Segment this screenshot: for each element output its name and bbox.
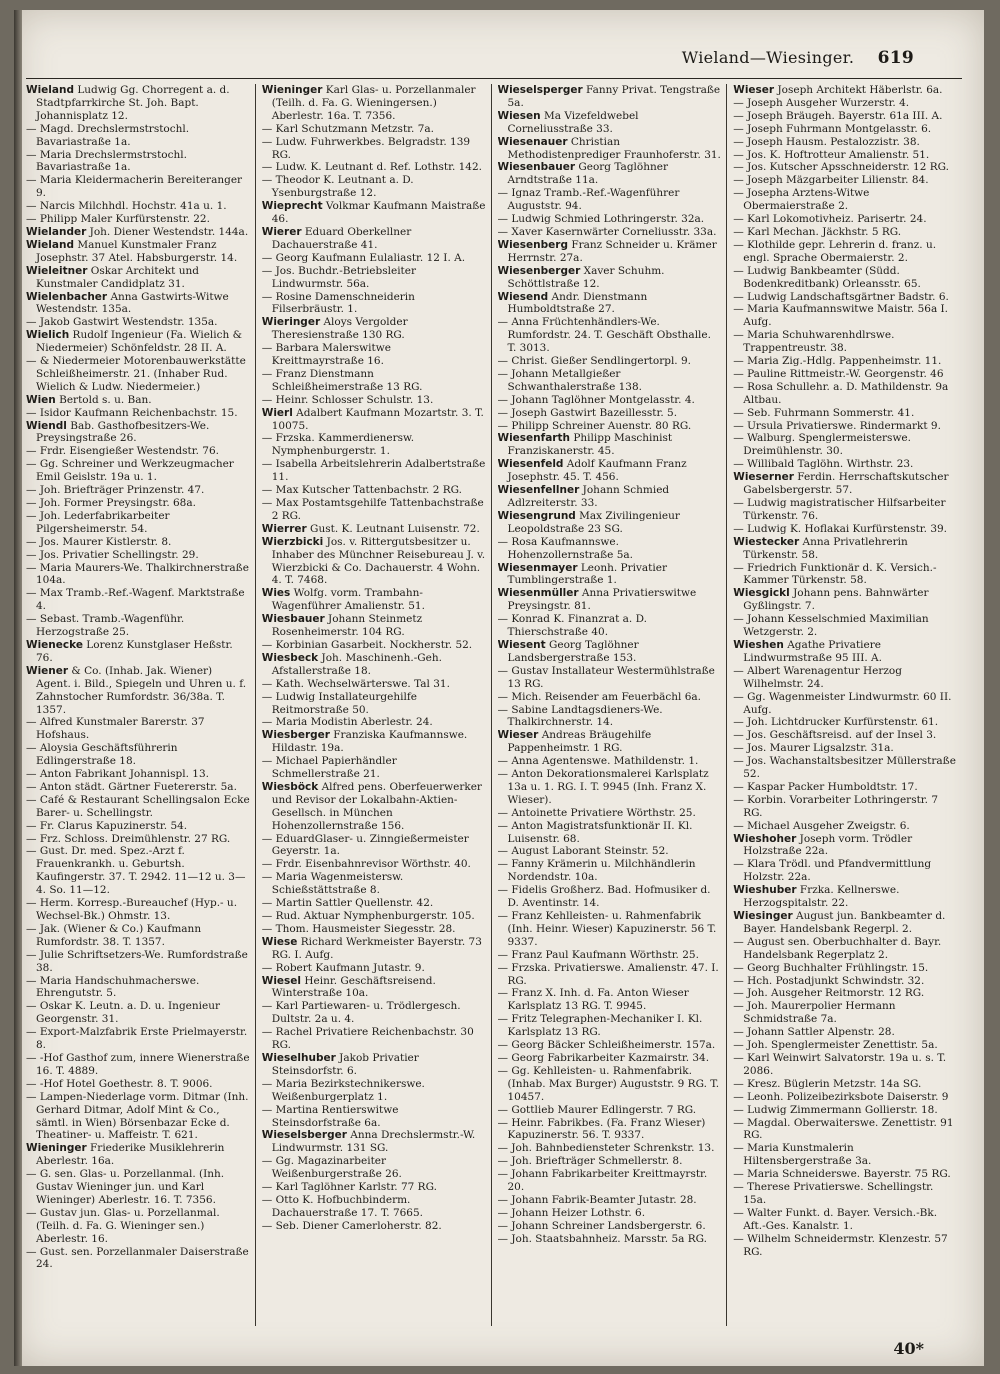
directory-entry: — Magdal. Oberwaiterswe. Zenettistr. 91 RG. (733, 1116, 954, 1142)
directory-entry: — Gustav jun. Glas- u. Porzellanmal. (Teilh. d. Fa. G. Wieninger sen.) Aberlestr. 16. (26, 1206, 220, 1245)
directory-entry: — Pauline Rittmeistr.-W. Georgenstr. 46 (733, 367, 944, 380)
directory-entry: Wieninger Karl Glas- u. Porzellanmaler (Teilh. d. Fa. G. Wieningersen.) Aberlestr. 16a. T. 7356. (261, 84, 476, 122)
directory-entry: — Jos. Wachanstaltsbesitzer Müllerstraße 52. (733, 755, 956, 781)
directory-entry: — Joh. Briefträger Prinzenstr. 47. (26, 484, 205, 497)
directory-entry: — Maria Drechslermstrstochl. Bavariastraße 1a. (26, 148, 187, 174)
directory-entry: Wieleitner Oskar Architekt und Kunstmaler Candidplatz 31. (26, 264, 199, 290)
directory-entry: — & Niedermeier Motorenbauwerkstätte Schleißheimerstr. 21. (Inhaber Rud. Wielich & Ludw. Niedermeier.) (26, 355, 246, 393)
page-edge-shadow (14, 10, 22, 1366)
directory-entry: — Johann Kesselschmied Maximilian Wetzgerstr. 2. (733, 613, 929, 639)
directory-entry: — Jos. Geschäftsreisd. auf der Insel 3. (733, 729, 937, 742)
directory-entry: — Joh. Staatsbahnheiz. Marsstr. 5a RG. (497, 1232, 707, 1245)
directory-entry: — Café & Restaurant Schellingsalon Ecke Barer- u. Schellingstr. (26, 793, 250, 819)
directory-entry: — Maria Modistin Aberlestr. 24. (261, 716, 433, 729)
directory-entry: — Gottlieb Maurer Edlingerstr. 7 RG. (497, 1103, 697, 1116)
directory-entry: — Lampen-Niederlage vorm. Ditmar (Inh. Gerhard Ditmar, Adolf Mint & Co., sämtl. in Wien) Börsenbazar Ecke d. Theatiner- u. Maffeistr. T. 621. (26, 1090, 249, 1142)
directory-entry: Wieselsperger Fanny Privat. Tengstraße 5a. (497, 84, 721, 109)
page-header (682, 48, 914, 68)
directory-entry: — Korbin. Vorarbeiter Lothringerstr. 7 RG. (733, 793, 939, 819)
directory-entry: — August Laborant Steinstr. 52. (497, 845, 669, 858)
directory-entry: — Georg Fabrikarbeiter Kazmairstr. 34. (497, 1051, 710, 1064)
directory-entry: Wiesbauer Johann Steinmetz Rosenheimerstr. 104 RG. (261, 613, 423, 639)
directory-entry: — EduardGlaser- u. Zinngießermeister Geyerstr. 1a. (261, 832, 469, 858)
directory-entry: — Joh. Former Preysingstr. 68a. (26, 497, 196, 509)
directory-entry: Wiesberger Franziska Kaufmannswe. Hildastr. 19a. (261, 729, 468, 755)
directory-entry: — Martin Sattler Quellenstr. 42. (261, 897, 434, 910)
directory-entry: Wieshuber Frzka. Kellnerswe. Herzogspitalstr. 22. (733, 884, 900, 910)
directory-entry: — Friedrich Funktionär d. K. Versich.-Kammer Türkenstr. 58. (733, 561, 937, 587)
directory-entry: — Maria Zig.-Hdlg. Pappenheimstr. 11. (733, 355, 942, 368)
directory-entry: — Joh. Spenglermeister Zenettistr. 5a. (733, 1039, 938, 1052)
directory-entry: — Max Kutscher Tattenbachstr. 2 RG. (261, 484, 462, 497)
directory-entry: Wiesenbauer Georg Taglöhner Arndtstraße 11a. (497, 161, 668, 187)
directory-entry: — Ludwig Schmied Lothringerstr. 32a. (497, 213, 705, 226)
directory-entry: — Willibald Taglöhn. Wirthstr. 23. (733, 458, 914, 471)
directory-entry: — Fanny Krämerin u. Milchhändlerin Nordendstr. 10a. (497, 858, 696, 884)
directory-entry: — Joseph Fuhrmann Montgelasstr. 6. (733, 122, 932, 135)
directory-entry: — -Hof Gasthof zum, innere Wienerstraße 16. T. 4889. (26, 1051, 250, 1077)
directory-entry: — Alfred Kunstmaler Barerstr. 37 Hofshaus. (26, 716, 205, 742)
directory-entry: Wierrer Gust. K. Leutnant Luisenstr. 72. (261, 522, 480, 535)
directory-entry: — Ignaz Tramb.-Ref.-Wagenführer Auguststr. 94. (497, 187, 680, 213)
directory-entry: — Georg Bäcker Schleißheimerstr. 157a. (497, 1039, 716, 1052)
directory-entry: — Oskar K. Leutn. a. D. u. Ingenieur Georgenstr. 31. (26, 1000, 220, 1026)
directory-entry: — Seb. Diener Camerloherstr. 82. (261, 1219, 442, 1232)
directory-entry: — Georg Kaufmann Eulaliastr. 12 I. A. (261, 251, 466, 264)
directory-entry: — Ludwig Bankbeamter (Südd. Bodenkreditbank) Orleansstr. 65. (733, 264, 921, 290)
directory-entry: — Rosa Kaufmannswe. Hohenzollernstraße 5a. (497, 535, 634, 561)
directory-entry: — Rachel Privatiere Reichenbachstr. 30 RG. (261, 1026, 474, 1052)
directory-entry: — Johann Taglöhner Montgelasstr. 4. (497, 393, 695, 406)
directory-entry: — Franz X. Inh. d. Fa. Anton Wieser Karlsplatz 13 RG. T. 9945. (497, 987, 689, 1013)
directory-entry: Wieringer Aloys Vergolder Theresienstraße 130 RG. (261, 316, 408, 342)
directory-entry: Wiesengrund Max Zivilingenieur Leopoldstraße 23 SG. (497, 509, 680, 535)
directory-entry: — Maria Kunstmalerin Hiltensbergerstraße 3a. (733, 1142, 872, 1168)
directory-entry: — Jos. Privatier Schellingstr. 29. (26, 548, 199, 561)
directory-entry: — Herm. Korresp.-Bureauchef (Hyp.- u. Wechsel-Bk.) Ohmstr. 13. (26, 897, 238, 922)
directory-entry: Wiesend Andr. Dienstmann Humboldtstraße 27. (497, 290, 648, 316)
directory-entry: — Ludwig K. Hoflakai Kurfürstenstr. 39. (733, 522, 948, 535)
directory-entry: Wiesbeck Joh. Maschinenh.-Geh. Afstallerstraße 18. (261, 651, 442, 677)
directory-entry: — Frdr. Eisengießer Westendstr. 76. (26, 445, 219, 458)
directory-entry: Wiendl Bab. Gasthofbesitzers-We. Preysingstraße 26. (26, 419, 210, 445)
directory-entry: — Theodor K. Leutnant a. D. Ysenburgstraße 12. (261, 174, 414, 200)
directory-entry: — Jakob Gastwirt Westendstr. 135a. (26, 316, 218, 329)
directory-entry: — Franz Paul Kaufmann Wörthstr. 25. (497, 948, 699, 961)
directory-entry: — Maria Wagenmeistersw. Schießstättstraße 8. (261, 871, 404, 897)
directory-entry: — Ludwig Landschaftsgärtner Badstr. 6. (733, 290, 949, 303)
directory-entry: — Therese Privatierswe. Schellingstr. 15a. (733, 1181, 934, 1206)
directory-entry: — Anna Agentenswe. Mathildenstr. 1. (497, 755, 699, 768)
directory-entry: — Max Tramb.-Ref.-Wagenf. Marktstraße 4. (26, 587, 245, 613)
directory-page (14, 10, 984, 1366)
directory-entry: Wiesenfarth Philipp Maschinist Franziskanerstr. 45. (497, 432, 673, 458)
directory-entry: — Fidelis Großherz. Bad. Hofmusiker d. D. Aventinstr. 14. (497, 884, 711, 910)
directory-entry: — Kaspar Packer Humboldtstr. 17. (733, 780, 918, 793)
directory-entry: Wielander Joh. Diener Westendstr. 144a. (26, 225, 249, 238)
directory-entry: Wiesgickl Johann pens. Bahnwärter Gyßlingstr. 7. (733, 587, 929, 613)
directory-entry: Wiesenfellner Johann Schmied Adlzreiterstr. 33. (497, 484, 670, 509)
directory-entry: — Frzska. Privatierswe. Amalienstr. 47. I. RG. (497, 961, 719, 987)
directory-entry: — Wilhelm Schneidermstr. Klenzestr. 57 RG. (733, 1232, 948, 1258)
directory-entry: — Gust. Dr. med. Spez.-Arzt f. Frauenkrankh. u. Geburtsh. Kaufingerstr. 37. T. 2942. 11—12 u. 3—4. So. 11—12. (26, 845, 246, 897)
directory-entry: — Barbara Malerswitwe Kreittmayrstraße 16. (261, 342, 391, 368)
directory-entry: — Joseph Bräugeh. Bayerstr. 61a III. A. (733, 109, 943, 122)
directory-entry: — Fr. Clarus Kapuzinerstr. 54. (26, 819, 188, 832)
directory-entry: — Josepha Arztens-Witwe Obermaierstraße 2. (733, 187, 870, 213)
directory-entry: — Julie Schriftsetzers-We. Rumfordstraße 38. (26, 948, 248, 974)
directory-entry: — Joh. Lichtdrucker Kurfürstenstr. 61. (733, 716, 939, 729)
directory-entry: — Jos. Maurer Kistlerstr. 8. (26, 535, 172, 548)
directory-entry: — Anton Magistratsfunktionär II. Kl. Luisenstr. 68. (497, 819, 693, 845)
directory-entry: — Ludw. Fuhrwerkbes. Belgradstr. 139 RG. (261, 135, 471, 161)
header-rule (26, 78, 962, 79)
directory-entry: — Michael Papierhändler Schmellerstraße 21. (261, 755, 397, 781)
directory-entry: — Robert Kaufmann Jutastr. 9. (261, 961, 425, 974)
directory-entry: — August sen. Oberbuchhalter d. Bayr. Handelsbank Regerplatz 2. (733, 935, 942, 961)
directory-entry: Wiesenmüller Anna Privatierswitwe Preysingstr. 81. (497, 587, 697, 613)
directory-entry: Wierer Eduard Oberkellner Dachauerstraße 41. (261, 225, 412, 251)
directory-entry: — Thom. Hausmeister Siegesstr. 28. (261, 922, 456, 935)
directory-entry: — Mich. Reisender am Feuerbächl 6a. (497, 690, 701, 703)
directory-entry: — G. sen. Glas- u. Porzellanmal. (Inh. Gustav Wieninger jun. und Karl Wieninger) Aberlestr. 16. T. 7356. (26, 1168, 225, 1206)
directory-entry: — Franz Kehlleisten- u. Rahmenfabrik (Inh. Heinr. Wieser) Kapuzinerstr. 56 T. 9337. (497, 910, 717, 948)
directory-entry: Wieprecht Volkmar Kaufmann Maistraße 46. (261, 200, 486, 226)
directory-entry: Wieser Joseph Architekt Häberlstr. 6a. (733, 84, 943, 96)
directory-entry: — Philipp Maler Kurfürstenstr. 22. (26, 213, 210, 226)
directory-entry: Wieland Ludwig Gg. Chorregent a. d. Stadtpfarrkirche St. Joh. Bapt. Johannisplatz 12. (26, 84, 230, 122)
directory-entry: Wieland Manuel Kunstmaler Franz Josephstr. 37 Atel. Habsburgerstr. 14. (26, 238, 238, 264)
directory-entry: — Jos. Kutscher Apsschneiderstr. 12 RG. (733, 161, 949, 174)
directory-entry: Wiesel Heinr. Geschäftsreisend. Winterstraße 10a. (261, 974, 436, 1000)
directory-entry: — Maria Schneiderswe. Bayerstr. 75 RG. (733, 1168, 951, 1181)
directory-entry: — Kath. Wechselwärterswe. Tal 31. (261, 677, 450, 690)
directory-entry: — Karl Weinwirt Salvatorstr. 19a u. s. T. 2086. (733, 1051, 947, 1077)
directory-entry: — Karl Lokomotivheiz. Parisertr. 24. (733, 213, 927, 226)
directory-entry: — Michael Ausgeher Zweigstr. 6. (733, 819, 910, 832)
directory-entry: — Seb. Fuhrmann Sommerstr. 41. (733, 406, 915, 419)
directory-entry: — Antoinette Privatiere Wörthstr. 25. (497, 806, 696, 819)
directory-entry: Wiesenberger Xaver Schuhm. Schöttlstraße 12. (497, 264, 665, 290)
directory-entry: — Johann Fabrik-Beamter Jutastr. 28. (497, 1193, 697, 1206)
directory-entry: — Jos. Buchdr.-Betriebsleiter Lindwurmstr. 56a. (261, 264, 417, 290)
directory-entry: — Kresz. Büglerin Metzstr. 14a SG. (733, 1077, 922, 1090)
directory-entry: — Joh. Briefträger Schmellerstr. 8. (497, 1155, 683, 1168)
directory-entry: — Johann Metallgießer Schwanthalerstraße 138. (497, 367, 643, 393)
directory-entry: — Heinr. Schlosser Schulstr. 13. (261, 393, 434, 406)
directory-entry: — Joseph Mäzgarbeiter Lilienstr. 84. (733, 174, 929, 187)
directory-entry: — Johann Sattler Alpenstr. 28. (733, 1026, 895, 1039)
directory-entry: — Ludwig Zimmermann Gollierstr. 18. (733, 1103, 938, 1116)
directory-entry: Wiestecker Anna Privatlehrerin Türkenstr. 58. (733, 535, 908, 561)
directory-entry: Wiese Richard Werkmeister Bayerstr. 73 RG. I. Aufg. (261, 935, 482, 961)
page-number: 619 (877, 48, 914, 68)
directory-entry: Wiesen Ma Vizefeldwebel Corneliusstraße 33. (497, 109, 639, 135)
directory-entry: — Fritz Telegraphen-Mechaniker I. Kl. Karlsplatz 13 RG. (497, 1013, 703, 1039)
directory-entry: — Heinr. Fabrikbes. (Fa. Franz Wieser) Kapuzinerstr. 56. T. 9337. (497, 1116, 706, 1142)
directory-entry: — Frdr. Eisenbahnrevisor Wörthstr. 40. (261, 858, 471, 871)
directory-entry: — Karl Taglöhner Karlstr. 77 RG. (261, 1181, 437, 1194)
directory-entry: — Rud. Aktuar Nymphenburgerstr. 105. (261, 910, 475, 922)
directory-entry: — Gust. sen. Porzellanmaler Daiserstraße 24. (26, 1245, 249, 1271)
directory-entry: Wiesenauer Christian Methodistenprediger Fraunhoferstr. 31. (497, 135, 721, 161)
directory-entry: — Ursula Privatierswe. Rindermarkt 9. (733, 419, 941, 432)
directory-entry: Wiesenmayer Leonh. Privatier Tumblingerstraße 1. (497, 561, 667, 587)
directory-entry: Wieselhuber Jakob Privatier Steinsdorfstr. 6. (261, 1051, 419, 1077)
directory-entry: — Karl Schutzmann Metzstr. 7a. (261, 122, 434, 135)
directory-entry: — Johann Fabrikarbeiter Kreittmayrstr. 20. (497, 1168, 708, 1194)
directory-entry: — Georg Buchhalter Frühlingstr. 15. (733, 961, 929, 974)
directory-entry: — Joh. Maurerpolier Hermann Schmidstraße 7a. (733, 1000, 896, 1026)
directory-entry: Wieninger Friederike Musiklehrerin Aberlestr. 16a. (26, 1142, 225, 1168)
directory-entry: — Klara Trödl. und Pfandvermittlung Holzstr. 22a. (733, 858, 932, 884)
column-1 (26, 84, 256, 1326)
directory-entry: — Sebast. Tramb.-Wagenführ. Herzogstraße 25. (26, 613, 185, 639)
directory-entry: Wiesenberg Franz Schneider u. Krämer Herrnstr. 27a. (497, 238, 717, 264)
signature-mark: 40* (893, 1339, 924, 1358)
directory-entry: — Narcis Milchhdl. Hochstr. 41a u. 1. (26, 200, 227, 213)
directory-entry: Wieser Andreas Bräugehilfe Pappenheimstr. 1 RG. (497, 729, 652, 755)
directory-entry: — Gg. Magazinarbeiter Weißenburgerstraße 26. (261, 1155, 402, 1181)
directory-entry: — Maria Maurers-We. Thalkirchnerstraße 104a. (26, 561, 249, 587)
directory-entry: — Maria Handschuhmacherswe. Ehrengutstr. 5. (26, 974, 200, 1000)
directory-entry: — -Hof Hotel Goethestr. 8. T. 9006. (26, 1077, 213, 1090)
directory-entry: — Korbinian Gasarbeit. Nockherstr. 52. (261, 638, 473, 651)
directory-entry: Wierzbicki Jos. v. Rittergutsbesitzer u. Inhaber des Münchner Reisebureau J. v. Wierzbicki & Co. Dachauerstr. 4 Wohn. 4. T. 7468. (261, 535, 486, 587)
directory-entry: Wiener & Co. (Inhab. Jak. Wiener) Agent. i. Bild., Spiegeln und Uhren u. f. Zahnstocher Rumfordstr. 36/38a. T. 1357. (26, 664, 247, 716)
directory-entry: — Joseph Gastwirt Bazeillesstr. 5. (497, 406, 678, 419)
directory-entry: — Anton Dekorationsmalerei Karlsplatz 13a u. 1. RG. I. T. 9945 (Inh. Franz X. Wieser). (497, 768, 709, 806)
directory-entry: — Hch. Postadjunkt Schwindstr. 32. (733, 974, 925, 987)
directory-entry: Wielenbacher Anna Gastwirts-Witwe Westendstr. 135a. (26, 290, 229, 316)
directory-entry: — Rosa Schullehr. a. D. Mathildenstr. 9a Altbau. (733, 380, 949, 406)
directory-entry: — Frzska. Kammerdienersw. Nymphenburgerstr. 1. (261, 432, 415, 458)
column-4 (733, 84, 962, 1326)
directory-entry: — Maria Schuhwarenhdlrswe. Trappentreustr. 38. (733, 329, 895, 355)
directory-columns (26, 84, 962, 1326)
directory-entry: — Isabella Arbeitslehrerin Adalbertstraße 11. (261, 458, 486, 484)
directory-entry: Wielich Rudolf Ingenieur (Fa. Wielich & Niedermeier) Schönfeldstr. 28 II. A. (26, 329, 242, 355)
column-2 (262, 84, 492, 1326)
directory-entry: — Max Postamtsgehilfe Tattenbachstraße 2 RG. (261, 497, 484, 522)
directory-entry: — Jos. K. Hoftrotteur Amalienstr. 51. (733, 148, 930, 161)
directory-entry: — Export-Malzfabrik Erste Prielmayerstr. 8. (26, 1026, 248, 1052)
directory-entry: — Karl Partiewaren- u. Trödlergesch. Dultstr. 2a u. 4. (261, 1000, 461, 1026)
directory-entry: — Gustav Installateur Westermühlstraße 13 RG. (497, 664, 715, 690)
directory-entry: — Magd. Drechslermstrstochl. Bavariastraße 1a. (26, 122, 190, 148)
directory-entry: Wienecke Lorenz Kunstglaser Heßstr. 76. (26, 638, 233, 664)
directory-entry: Wien Bertold s. u. Ban. (26, 393, 152, 406)
directory-entry: — Klothilde gepr. Lehrerin d. franz. u. engl. Sprache Obermaierstr. 2. (733, 238, 937, 264)
directory-entry: Wiesenfeld Adolf Kaufmann Franz Josephstr. 45. T. 456. (497, 458, 687, 484)
directory-entry: — Ludwig Installateurgehilfe Reitmorstraße 50. (261, 690, 417, 716)
directory-entry: — Xaver Kasernwärter Corneliusstr. 33a. (497, 225, 717, 238)
directory-entry: — Gg. Wagenmeister Lindwurmstr. 60 II. Aufg. (733, 690, 952, 716)
directory-entry: — Joh. Ausgeher Reitmorstr. 12 RG. (733, 987, 925, 1000)
directory-entry: Wieselsberger Anna Drechslermstr.-W. Lindwurmstr. 131 SG. (261, 1129, 476, 1155)
directory-entry: — Ludwig magistratischer Hilfsarbeiter Türkenstr. 76. (733, 497, 946, 522)
directory-entry: — Otto K. Hofbuchbinderm. Dachauerstraße 17. T. 7665. (261, 1193, 424, 1219)
directory-entry: Wies Wolfg. vorm. Trambahn-Wagenführer Amalienstr. 51. (261, 587, 425, 613)
directory-entry: — Jak. (Wiener & Co.) Kaufmann Rumfordstr. 38. T. 1357. (26, 922, 202, 948)
directory-entry: Wieshoher Joseph vorm. Trödler Holzstraße 22a. (733, 832, 913, 858)
directory-entry: — Isidor Kaufmann Reichenbachstr. 15. (26, 406, 238, 419)
directory-entry: — Albert Warenagentur Herzog Wilhelmstr. 24. (733, 664, 902, 690)
directory-entry: — Joseph Ausgeher Wurzerstr. 4. (733, 96, 910, 109)
directory-entry: Wierl Adalbert Kaufmann Mozartstr. 3. T. 10075. (261, 406, 484, 432)
running-head: Wieland—Wiesinger. (681, 48, 855, 67)
directory-entry: — Gg. Kehlleisten- u. Rahmenfabrik. (Inhab. Max Burger) Auguststr. 9 RG. T. 10457. (497, 1064, 720, 1103)
directory-entry: — Franz Dienstmann Schleißheimerstraße 13 RG. (261, 367, 423, 393)
directory-entry: — Maria Kleidermacherin Bereiteranger 9. (26, 174, 243, 200)
directory-entry: Wiesinger August jun. Bankbeamter d. Bayer. Handelsbank Regerpl. 2. (733, 910, 946, 935)
directory-entry: — Anton städt. Gärtner Fuetererstr. 5a. (26, 780, 237, 793)
directory-entry: — Maria Kaufmannswitwe Maistr. 56a I. Aufg. (733, 303, 949, 329)
directory-entry: — Philipp Schreiner Auenstr. 80 RG. (497, 419, 692, 432)
directory-entry: — Johann Schreiner Landsbergerstr. 6. (497, 1219, 706, 1232)
directory-entry: — Christ. Gießer Sendlingertorpl. 9. (497, 355, 691, 368)
directory-entry: — Joh. Bahnbediensteter Schrenkstr. 13. (497, 1142, 715, 1155)
directory-entry: — Anton Fabrikant Johannispl. 13. (26, 768, 209, 781)
directory-entry: — Sabine Landtagsdieners-We. Thalkirchnerstr. 14. (497, 703, 663, 729)
directory-entry: Wiesböck Alfred pens. Oberfeuerwerker und Revisor der Lokalbahn-Aktien-Gesellsch. in München Hohenzollernstraße 156. (261, 780, 482, 832)
directory-entry: — Konrad K. Finanzrat a. D. Thierschstraße 40. (497, 613, 647, 639)
directory-entry: — Jos. Maurer Ligsalzstr. 31a. (733, 742, 894, 755)
directory-entry: — Joseph Hausm. Pestalozzistr. 38. (733, 135, 920, 148)
directory-entry: — Walburg. Spenglermeisterswe. Dreimühlenstr. 30. (733, 432, 911, 458)
directory-entry: — Martina Rentierswitwe Steinsdorfstraße 6a. (261, 1103, 399, 1129)
directory-entry: — Aloysia Geschäftsführerin Edlingerstraße 18. (26, 742, 178, 768)
directory-entry: Wieserner Ferdin. Herrschaftskutscher Gabelsbergerstr. 57. (733, 471, 949, 497)
directory-entry: — Rosine Damenschneiderin Filserbräustr. 1. (261, 290, 415, 316)
directory-entry: — Maria Bezirkstechnikerswe. Weißenburgerplatz 1. (261, 1077, 425, 1103)
directory-entry: — Leonh. Polizeibezirksbote Daiserstr. 9 (733, 1090, 949, 1103)
directory-entry: — Karl Mechan. Jäckhstr. 5 RG. (733, 225, 902, 238)
directory-entry: — Ludw. K. Leutnant d. Ref. Lothstr. 142. (261, 161, 482, 174)
directory-entry: — Joh. Lederfabrikarbeiter Pilgersheimerstr. 54. (26, 509, 170, 535)
directory-entry: Wiesent Georg Taglöhner Landsbergerstraße 153. (497, 638, 639, 664)
directory-entry: — Johann Heizer Lothstr. 6. (497, 1206, 646, 1219)
directory-entry: — Frz. Schloss. Dreimühlenstr. 27 RG. (26, 832, 231, 845)
directory-entry: — Anna Früchtenhändlers-We. Rumfordstr. 24. T. Geschäft Obsthalle. T. 3013. (497, 316, 711, 355)
column-3 (498, 84, 728, 1326)
directory-entry: — Gg. Schreiner und Werkzeugmacher Emil Geislstr. 19a u. 1. (26, 458, 234, 484)
directory-entry: — Walter Funkt. d. Bayer. Versich.-Bk. Aft.-Ges. Kanalstr. 1. (733, 1206, 938, 1232)
directory-entry: Wieshen Agathe Privatiere Lindwurmstraße 95 III. A. (733, 638, 882, 664)
